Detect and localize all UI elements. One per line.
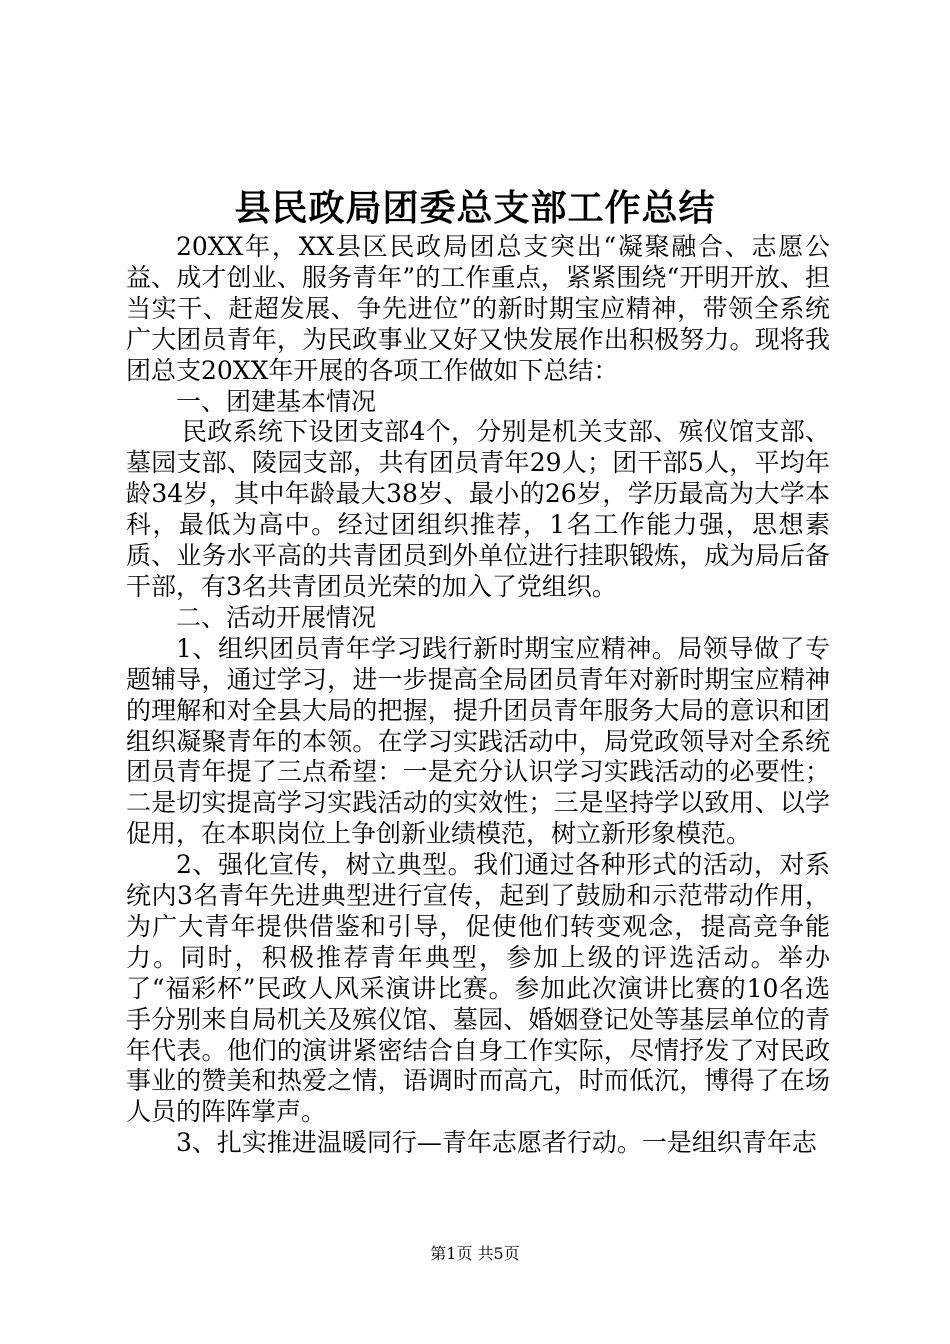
basic-info-paragraph: 民政系统下设团支部4个，分别是机关支部、殡仪馆支部、墓园支部、陵园支部，共有团员青年29人；团干部5人，平均年龄34岁，其中年龄最大38岁、最小的26岁，学历最高为大学本科，最低为高中。经过团组织推荐，1名工作能力强，思想素质、业务水平高的共青团员到外单位进行挂职锻炼，成为局后备干部，有3名共青团员光荣的加入了党组织。: [126, 417, 830, 601]
intro-paragraph: 20XX年，XX县区民政局团总支突出“凝聚融合、志愿公益、成才创业、服务青年”的工作重点，紧紧围绕“开明开放、担当实干、赶超发展、争先进位”的新时期宝应精神，带领全系统广大团员青年，为民政事业又好又快发展作出积极努力。现将我团总支20XX年开展的各项工作做如下总结：: [126, 232, 830, 385]
page-footer: 第1页 共5页: [430, 1244, 520, 1263]
activity-paragraph-1: 1、组织团员青年学习践行新时期宝应精神。局领导做了专题辅导，通过学习，进一步提高全局团员青年对新时期宝应精神的理解和对全县大局的把握，提升团员青年服务大局的意识和团组织凝聚青年的本领。在学习实践活动中，局党政领导对全系统团员青年提了三点希望：一是充分认识学习实践活动的必要性；二是切实提高学习实践活动的实效性；三是坚持学以致用、以学促用，在本职岗位上争创新业绩模范，树立新形象模范。: [126, 633, 830, 849]
document-title: 县民政局团委总支部工作总结: [234, 188, 716, 229]
section-heading-basic: 一、团建基本情况: [176, 386, 377, 416]
activity-paragraph-2: 2、强化宣传，树立典型。我们通过各种形式的活动，对系统内3名青年先进典型进行宣传，起到了鼓励和示范带动作用，为广大青年提供借鉴和引导，促使他们转变观念，提高竞争能力。同时，积极推荐青年典型，参加上级的评选活动。举办了“福彩杯”民政人风采演讲比赛。参加此次演讲比赛的10名选手分别来自局机关及殡仪馆、墓园、婚姻登记处等基层单位的青年代表。他们的演讲紧密结合自身工作实际，尽情抒发了对民政事业的赞美和热爱之情，语调时而高亢，时而低沉，博得了在场人员的阵阵掌声。: [126, 850, 830, 1127]
document-body: [126, 232, 830, 1159]
section-heading-activities: 二、活动开展情况: [176, 602, 377, 632]
activity-paragraph-3: 3、扎实推进温暖同行—青年志愿者行动。一是组织青年志: [176, 1128, 817, 1158]
